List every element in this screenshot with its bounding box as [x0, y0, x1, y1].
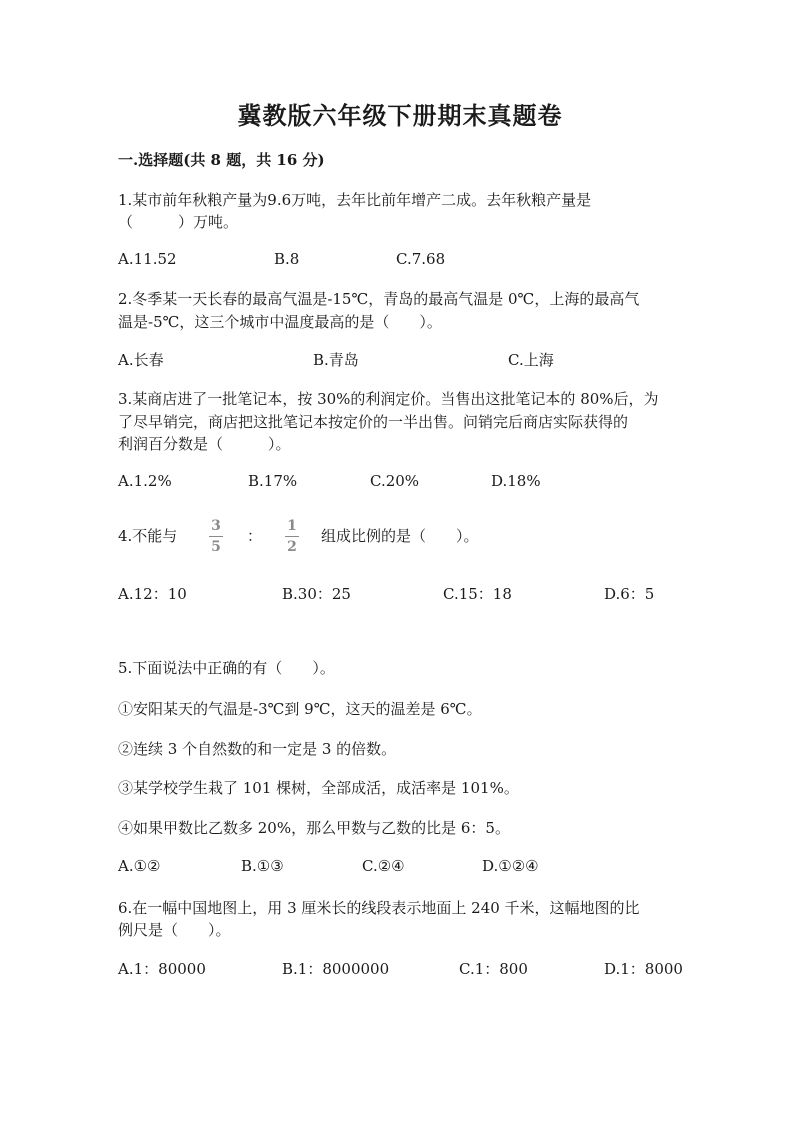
q5-option-b: B.①③ — [241, 857, 284, 875]
q4-prefix: 4.不能与 — [118, 527, 178, 545]
q5-option-a: A.①② — [118, 857, 161, 875]
q3-text-line2: 了尽早销完，商店把这批笔记本按定价的一半出售。问销完后商店实际获得的 — [118, 413, 629, 431]
q4-option-b: B.30：25 — [282, 585, 351, 603]
q6-option-a: A.1：80000 — [118, 960, 206, 978]
q4-colon: ： — [247, 527, 263, 545]
q1-option-b: B.8 — [274, 250, 300, 268]
q4-suffix: 组成比例的是（ ）。 — [321, 527, 479, 545]
q4-option-d: D.6：5 — [604, 585, 655, 603]
q6-text-line1: 6.在一幅中国地图上，用 3 厘米长的线段表示地面上 240 千米，这幅地图的比 — [118, 899, 640, 917]
q2-option-b: B.青岛 — [313, 351, 359, 369]
q3-text-line3: 利润百分数是（ ）。 — [118, 435, 291, 453]
section-heading: 一.选择题(共 8 题，共 16 分) — [118, 151, 325, 169]
q1-text-line1: 1.某市前年秋粮产量为9.6万吨，去年比前年增产二成。去年秋粮产量是 — [118, 191, 592, 209]
q3-option-b: B.17% — [248, 472, 298, 490]
q4-fraction-1-denominator: 5 — [211, 539, 221, 555]
q5-option-d: D.①②④ — [482, 857, 539, 875]
q2-option-a: A.长春 — [118, 351, 164, 369]
q5-statement-1: ①安阳某天的气温是-3℃到 9℃，这天的温差是 6℃。 — [118, 700, 482, 718]
q4-fraction-2 — [285, 517, 299, 556]
q6-option-d: D.1：8000 — [604, 960, 683, 978]
q6-option-c: C.1：800 — [459, 960, 528, 978]
q5-text-line1: 5.下面说法中正确的有（ ）。 — [118, 659, 335, 677]
q5-statement-3: ③某学校学生栽了 101 棵树，全部成活，成活率是 101%。 — [118, 779, 519, 797]
q2-text-line2: 温是-5℃，这三个城市中温度最高的是（ ）。 — [118, 313, 442, 331]
q4-fraction-1 — [209, 517, 223, 556]
q5-statement-2: ②连续 3 个自然数的和一定是 3 的倍数。 — [118, 740, 397, 758]
q4-fraction-1-numerator: 3 — [209, 517, 223, 537]
q5-option-c: C.②④ — [362, 857, 405, 875]
q6-option-b: B.1：8000000 — [282, 960, 390, 978]
q5-statement-4: ④如果甲数比乙数多 20%，那么甲数与乙数的比是 6：5。 — [118, 819, 510, 837]
q2-option-c: C.上海 — [508, 351, 554, 369]
q2-text-line1: 2.冬季某一天长春的最高气温是-15℃，青岛的最高气温是 0℃，上海的最高气 — [118, 290, 640, 308]
q3-option-c: C.20% — [370, 472, 420, 490]
q4-fraction-2-denominator: 2 — [287, 539, 297, 555]
q6-text-line2: 例尺是（ ）。 — [118, 921, 231, 939]
q4-option-c: C.15：18 — [443, 585, 512, 603]
q1-text-line2: （ ）万吨。 — [118, 213, 239, 231]
q4-fraction-2-numerator: 1 — [285, 517, 299, 537]
q1-option-c: C.7.68 — [396, 250, 446, 268]
q1-option-a: A.11.52 — [118, 250, 177, 268]
q4-option-a: A.12：10 — [118, 585, 187, 603]
q3-option-a: A.1.2% — [118, 472, 172, 490]
page-title: 冀教版六年级下册期末真题卷 — [237, 101, 563, 130]
q3-option-d: D.18% — [491, 472, 541, 490]
q3-text-line1: 3.某商店进了一批笔记本，按 30%的利润定价。当售出这批笔记本的 80%后，为 — [118, 390, 659, 408]
